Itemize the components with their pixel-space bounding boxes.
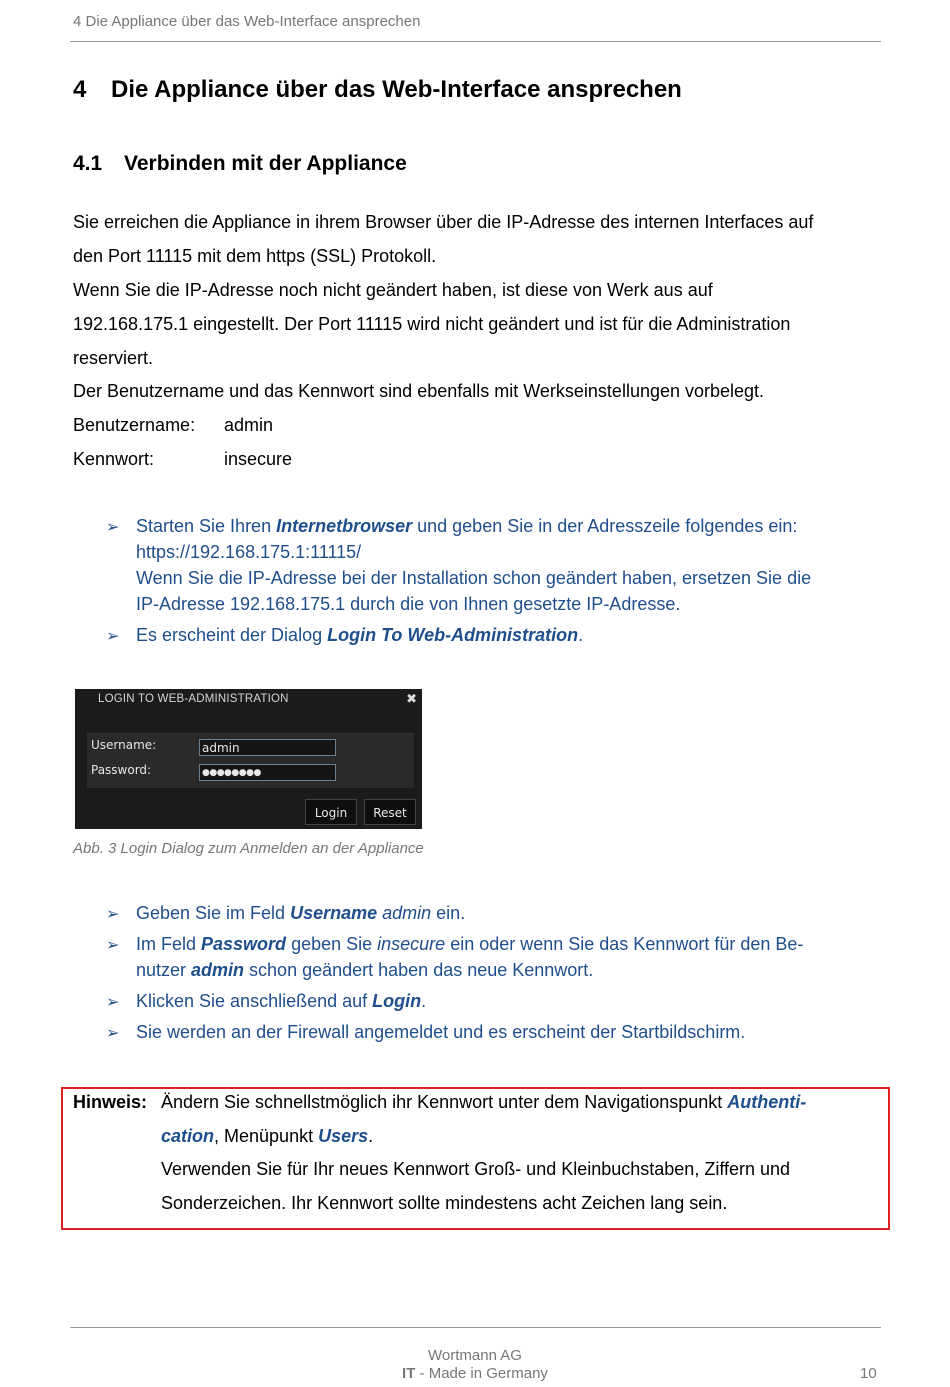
list-item-continuation: IP-Adresse 192.168.175.1 durch die von Ihnen gesetzte IP-Adresse. xyxy=(136,594,681,614)
password-value: insecure xyxy=(224,449,293,469)
note-line: Ändern Sie schnellstmöglich ihr Kennwort unter dem Navigationspunkt Authenti- xyxy=(161,1092,807,1112)
intro-line: den Port 11115 mit dem https (SSL) Protokoll. xyxy=(73,246,437,266)
menu-term: Users xyxy=(318,1126,369,1146)
list-item: Starten Sie Ihren Internetbrowser und geben Sie in der Adresszeile folgendes ein: xyxy=(136,516,798,536)
intro-line: Wenn Sie die IP-Adresse noch nicht geändert haben, ist diese von Werk aus auf xyxy=(73,280,713,300)
bullet-arrow-icon: ➢ xyxy=(106,994,120,1011)
list-item: Im Feld Password geben Sie insecure ein oder wenn Sie das Kennwort für den Be- xyxy=(136,934,804,954)
list-item-continuation: Wenn Sie die IP-Adresse bei der Installation schon geändert haben, ersetzen Sie die xyxy=(136,568,812,588)
note-line: cation, Menüpunkt Users. xyxy=(161,1126,374,1146)
dialog-username-label: Username: xyxy=(91,738,157,752)
bullet-arrow-icon: ➢ xyxy=(106,1025,120,1042)
username-label: Benutzername: xyxy=(73,415,196,435)
intro-line: Sie erreichen die Appliance in ihrem Browser über die IP-Adresse des internen Interfaces auf xyxy=(73,212,814,232)
intro-line: Der Benutzername und das Kennwort sind ebenfalls mit Werkseinstellungen vorbelegt. xyxy=(73,381,765,401)
browser-term: Internetbrowser xyxy=(276,516,413,536)
username-input[interactable]: admin xyxy=(199,739,336,756)
page-number: 10 xyxy=(860,1365,877,1382)
bullet-arrow-icon: ➢ xyxy=(106,628,120,645)
chapter-title: Die Appliance über das Web-Interface ansprechen xyxy=(111,76,682,103)
dialog-title: LOGIN TO WEB-ADMINISTRATION xyxy=(98,693,289,705)
intro-line: 192.168.175.1 eingestellt. Der Port 11115 wird nicht geändert und ist für die Administration xyxy=(73,314,791,334)
footer-divider xyxy=(70,1327,881,1328)
list-item: Es erscheint der Dialog Login To Web-Administration. xyxy=(136,625,584,645)
nav-term: Authenti- xyxy=(727,1092,807,1112)
chapter-heading xyxy=(73,76,682,104)
url-text: https://192.168.175.1:11115/ xyxy=(136,542,362,562)
intro-line: reserviert. xyxy=(73,348,154,368)
note-label: Hinweis: xyxy=(73,1092,148,1112)
section-number: 4.1 xyxy=(73,152,103,175)
login-form xyxy=(87,733,414,788)
login-dialog xyxy=(75,689,422,829)
dialog-password-label: Password: xyxy=(91,763,152,777)
username-value: admin xyxy=(224,415,274,435)
login-button[interactable]: Login xyxy=(305,799,357,825)
bullet-arrow-icon: ➢ xyxy=(106,519,120,536)
section-heading xyxy=(73,152,407,176)
header-divider xyxy=(70,41,881,42)
running-header: 4 Die Appliance über das Web-Interface ansprechen xyxy=(73,13,421,30)
section-title: Verbinden mit der Appliance xyxy=(124,152,407,175)
close-icon[interactable]: ✖ xyxy=(406,691,417,706)
reset-button[interactable]: Reset xyxy=(364,799,416,825)
list-item: Klicken Sie anschließend auf Login. xyxy=(136,991,427,1011)
bullet-arrow-icon: ➢ xyxy=(106,937,120,954)
bullet-arrow-icon: ➢ xyxy=(106,906,120,923)
footer-company: Wortmann AG xyxy=(428,1347,522,1364)
note-line: Verwenden Sie für Ihr neues Kennwort Groß- und Kleinbuchstaben, Ziffern und xyxy=(161,1159,791,1179)
dialog-term: Login To Web-Administration xyxy=(327,625,579,645)
list-item: Geben Sie im Feld Username admin ein. xyxy=(136,903,466,923)
footer-tagline: IT - Made in Germany xyxy=(402,1365,548,1382)
list-item-continuation: nutzer admin schon geändert haben das neue Kennwort. xyxy=(136,960,594,980)
list-item: Sie werden an der Firewall angemeldet und es erscheint der Startbildschirm. xyxy=(136,1022,746,1042)
note-line: Sonderzeichen. Ihr Kennwort sollte mindestens acht Zeichen lang sein. xyxy=(161,1193,728,1213)
password-label: Kennwort: xyxy=(73,449,155,469)
chapter-number: 4 xyxy=(73,76,87,103)
figure-caption: Abb. 3 Login Dialog zum Anmelden an der Appliance xyxy=(73,840,424,857)
password-input[interactable]: ●●●●●●●● xyxy=(199,764,336,781)
